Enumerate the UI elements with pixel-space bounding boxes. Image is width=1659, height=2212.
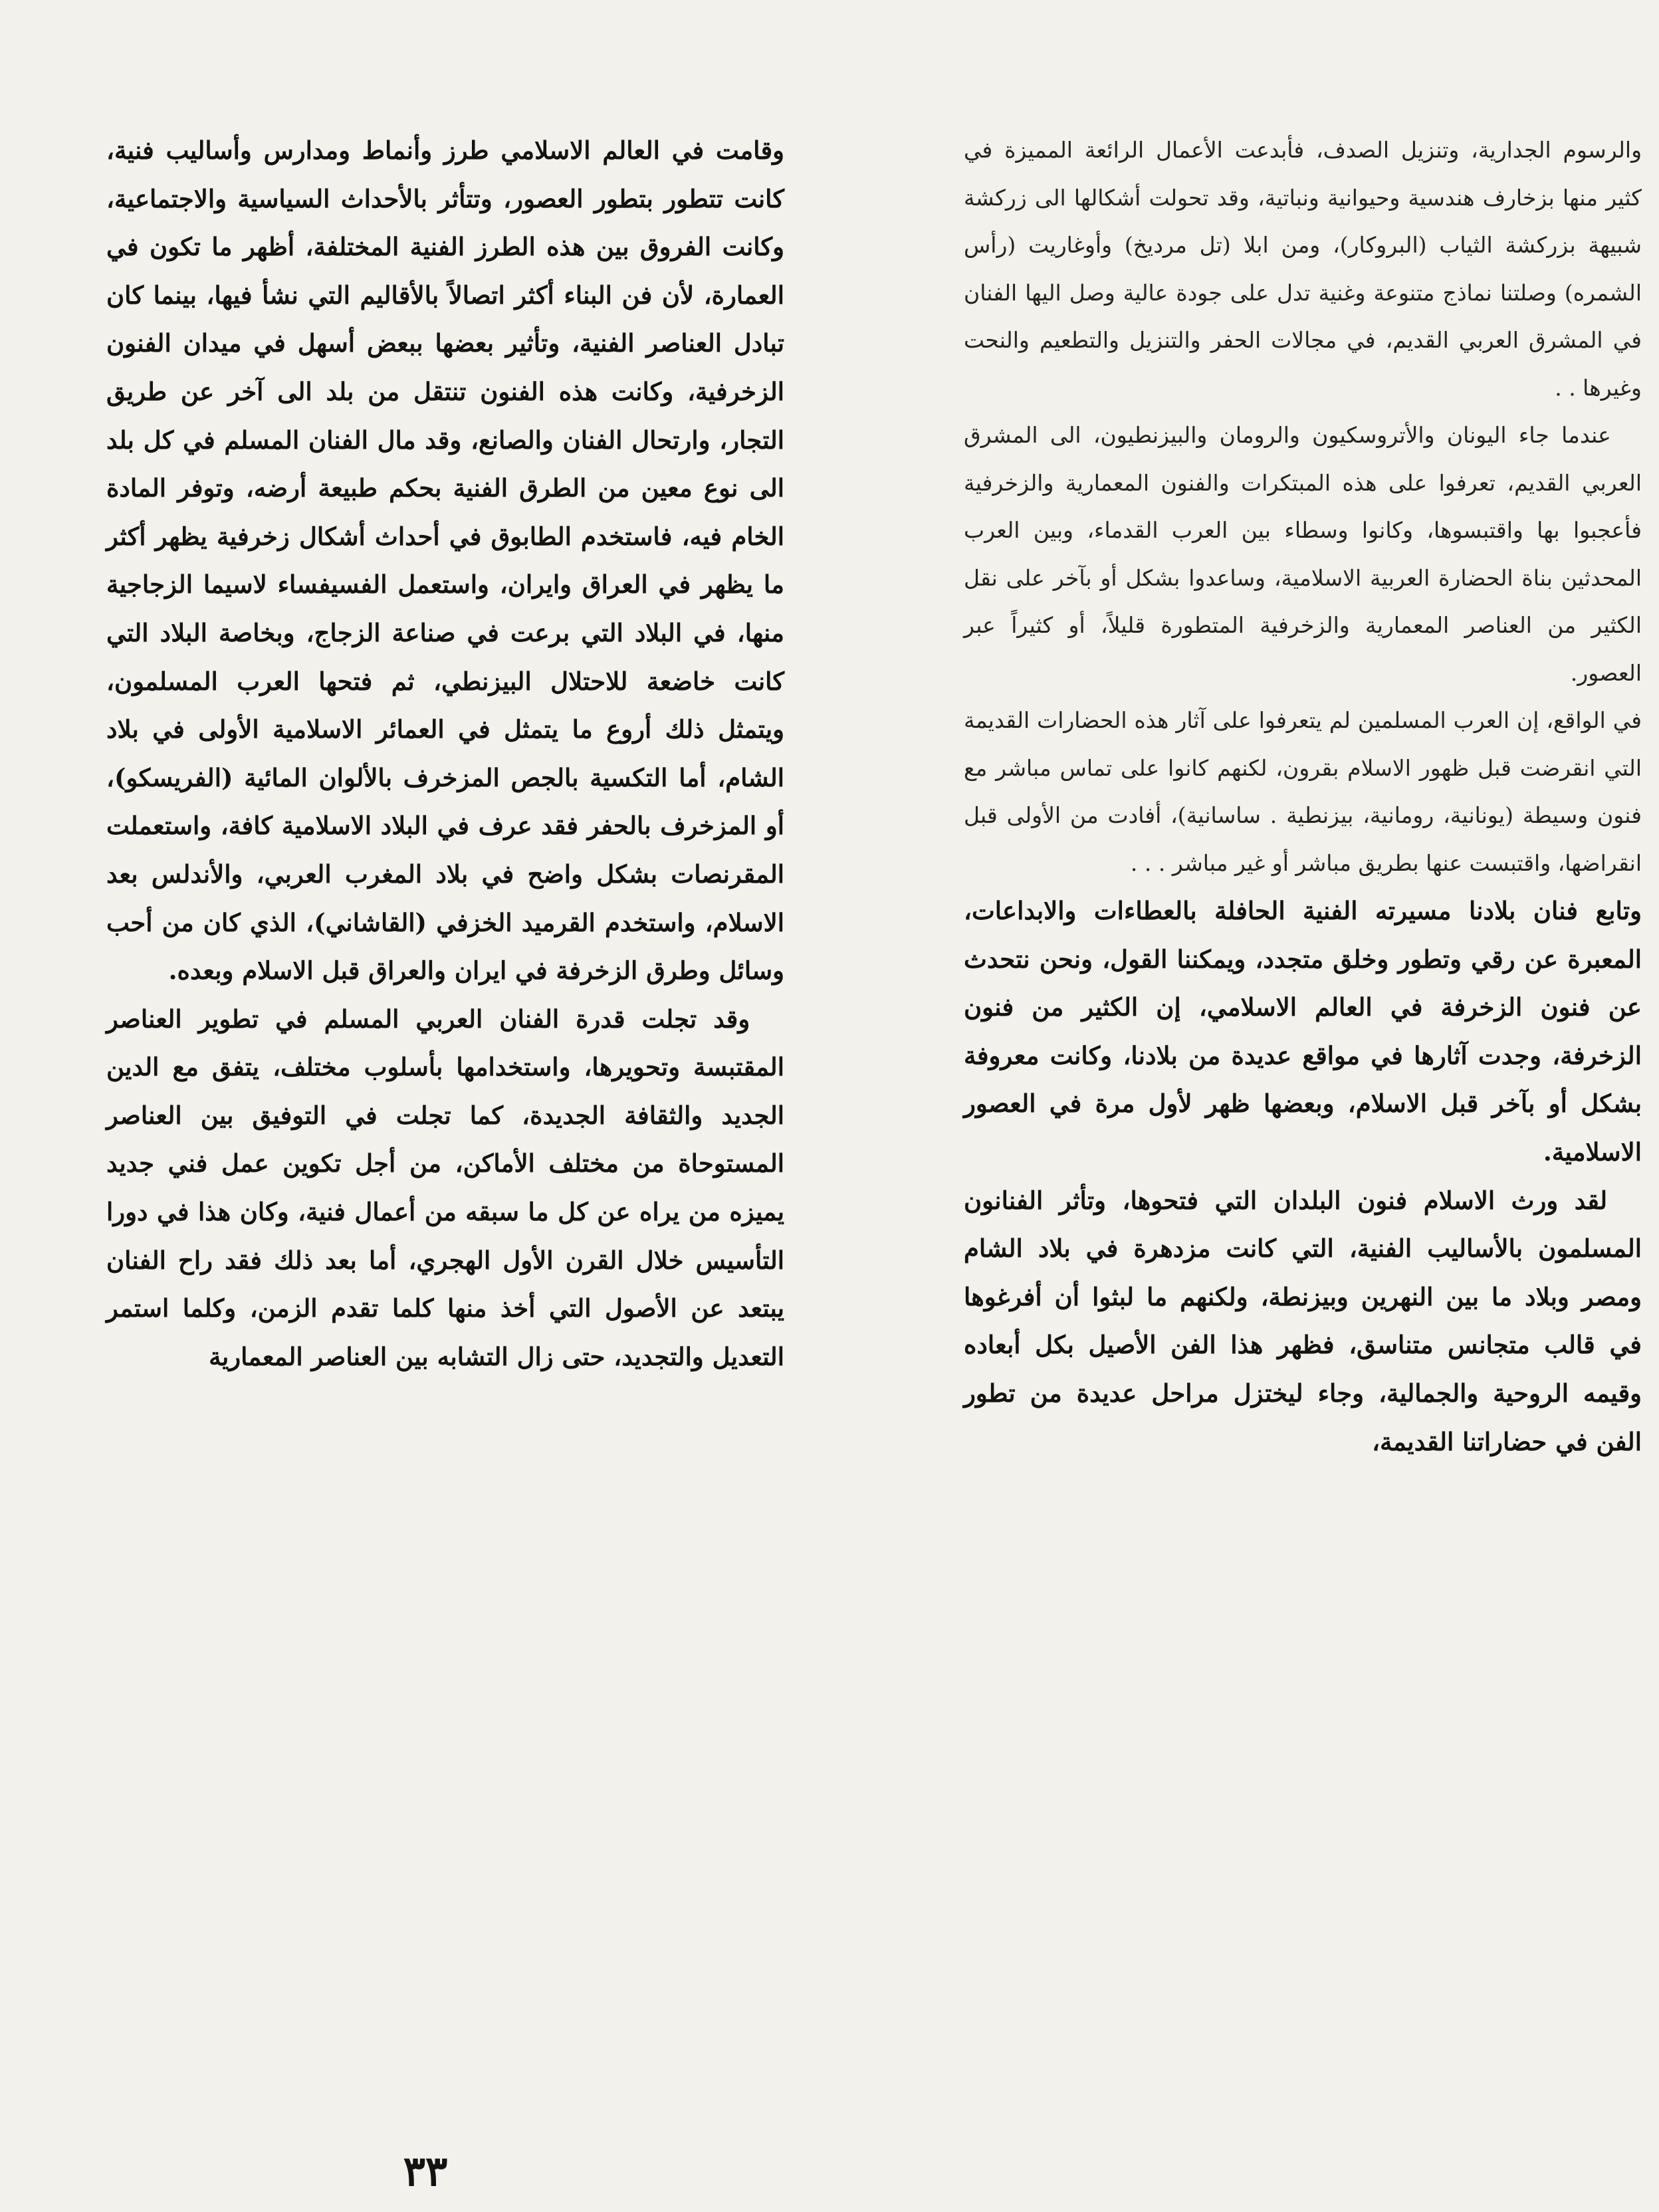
paragraph-decorative-arts: والرسوم الجدارية، وتنزيل الصدف، فأبدعت الأعمال الرائعة المميزة في كثير منها بزخارف هندسية وحيوانية ونباتية، وقد تحولت أشكالها الى زركشة شبيهة بزركشة الثياب (البروكار)، ومن ابلا (تل مرديخ) وأوغاريت (رأس الشمره) وصلتنا نماذج متنوعة وغنية تدل على جودة عالية وصل اليها الفنان في المشرق العربي القديم، في مجالات الحفر والتنزيل والتطعيم والنحت وغيرها . . bbox=[964, 137, 1642, 401]
paragraph-greeks-romans: عندما جاء اليونان والأتروسكيون والرومان والبيزنطيون، الى المشرق العربي القديم، تعرفوا على هذه المبتكرات والفنون المعمارية والزخرفية فأعجبوا بها واقتبسوها، وكانوا وسطاء بين العرب القدماء، وبين العرب المحدثين بناة الحضارة العربية الاسلامية، وساعدوا بشكل أو بآخر على نقل الكثير من العناصر المعمارية والزخرفية المتطورة قليلاً، أو كثيراً عبر العصور. bbox=[964, 422, 1642, 686]
paragraph-styles-schools: وقامت في العالم الاسلامي طرز وأنماط ومدارس وأساليب فنية، كانت تتطور بتطور العصور، وتتأثر بالأحداث السياسية والاجتماعية، وكانت الفروق بين هذه الطرز الفنية المختلفة، أظهر ما تكون في العمارة، لأن فن البناء أكثر اتصالاً بالأقاليم التي نشأ فيها، بينما كان تبادل العناصر الفنية، وتأثير بعضها ببعض أسهل في ميدان الفنون الزخرفية، وكانت هذه الفنون تنتقل من بلد الى آخر عن طريق التجار، وارتحال الفنان والصانع، وقد مال الفنان المسلم في كل بلد الى نوع معين من الطرق الفنية بحكم طبيعة أرضه، وتوفر المادة الخام فيه، فاستخدم الطابوق في أحداث أشكال زخرفية يظهر أكثر ما يظهر في العراق وايران، واستعمل الفسيفساء لاسيما الزجاجية منها، في البلاد التي برعت في صناعة الزجاج، وبخاصة البلاد التي كانت خاضعة للاحتلال البيزنطي، ثم فتحها العرب المسلمون، ويتمثل ذلك أروع ما يتمثل في العمائر الاسلامية الأولى في بلاد الشام، أما التكسية بالجص المزخرف بالألوان المائية (الفريسكو)، أو المزخرف بالحفر فقد عرف في البلاد الاسلامية كافة، واستعملت المقرنصات بشكل واضح في بلاد المغرب العربي، والأندلس بعد الاسلام، واستخدم القرميد الخزفي (القاشاني)، الذي كان من أحب وسائل وطرق الزخرفة في ايران والعراق قبل الاسلام وبعده. bbox=[106, 136, 785, 986]
paragraph-islam-inherited: لقد ورث الاسلام فنون البلدان التي فتحوها، وتأثر الفنانون المسلمون بالأساليب الفنية، التي كانت مزدهرة في بلاد الشام ومصر وبلاد ما بين النهرين وبيزنطة، ولكنهم ما لبثوا أن أفرغوها في قالب متجانس متناسق، فظهر هذا الفن الأصيل بكل أبعاده وقيمه الروحية والجمالية، وجاء ليختزل مراحل عديدة من تطور الفن في حضاراتنا القديمة، bbox=[964, 1185, 1642, 1456]
paragraph-artist-continued: وتابع فنان بلادنا مسيرته الفنية الحافلة بالعطاءات والابداعات، المعبرة عن رقي وتطور وخلق متجدد، ويمكننا القول، ونحن نتحدث عن فنون الزخرفة في العالم الاسلامي، إن الكثير من فنون الزخرفة، وجدت آثارها في مواقع عديدة من بلادنا، وكانت معروفة بشكل أو بآخر قبل الاسلام، وبعضها ظهر لأول مرة في العصور الاسلامية. bbox=[964, 896, 1642, 1166]
paragraph-in-reality: في الواقع، إن العرب المسلمين لم يتعرفوا على آثار هذه الحضارات القديمة التي انقرضت قبل ظهور الاسلام بقرون، لكنهم كانوا على تماس مباشر مع فنون وسيطة (يونانية، رومانية، بيزنطية . ساسانية)، أفادت من الأولى قبل انقراضها، واقتبست عنها بطريق مباشر أو غير مباشر . . . bbox=[964, 707, 1642, 876]
page-number: ٣٣ bbox=[403, 2147, 448, 2195]
right-column bbox=[964, 126, 1642, 1466]
left-column bbox=[106, 126, 784, 1381]
paragraph-artist-ability: وقد تجلت قدرة الفنان العربي المسلم في تطوير العناصر المقتبسة وتحويرها، واستخدامها بأسلوب مختلف، يتفق مع الدين الجديد والثقافة الجديدة، كما تجلت في التوفيق بين العناصر المستوحاة من مختلف الأماكن، من أجل تكوين عمل فني جديد يميزه من يراه عن كل ما سبقه من أعمال فنية، وكان هذا في دورا التأسيس خلال القرن الأول الهجري، أما بعد ذلك فقد راح الفنان يبتعد عن الأصول التي أخذ منها كلما تقدم الزمن، وكلما استمر التعديل والتجديد، حتى زال التشابه بين العناصر المعمارية bbox=[106, 1004, 784, 1371]
